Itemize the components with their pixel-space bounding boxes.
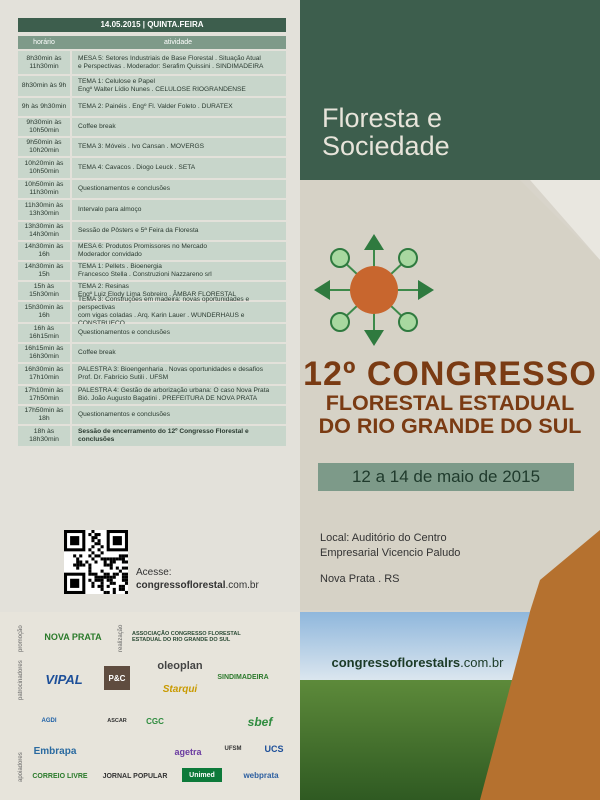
row-activity-line-1: TEMA 3: Construções em madeira: novas oportunidades e perspectivas	[78, 296, 250, 311]
congress-emblem	[314, 234, 434, 346]
schedule-row	[18, 262, 286, 280]
row-time: 9h50min às 10h20min	[18, 138, 70, 156]
label-patrocinadores: patrocinadores	[18, 660, 24, 700]
logo-nova-prata: NOVA PRATA	[44, 632, 102, 642]
row-time: 16h às 16h15min	[18, 324, 70, 342]
row-activity-line-2: Prof. Dr. Fabrício Sutili . UFSM	[78, 374, 169, 381]
schedule-row	[18, 158, 286, 178]
row-activity	[72, 406, 286, 424]
tagline-line-2: Sociedade	[322, 131, 450, 161]
row-activity-line-1: Questionamentos e conclusões	[78, 329, 171, 336]
access-link[interactable]	[136, 579, 259, 592]
row-activity-line-2: Engº Luiz Elody Lima Sobreiro . ÂMBAR FLORESTAL	[78, 291, 237, 298]
event-dates: 12 a 14 de maio de 2015	[318, 463, 574, 491]
tagline	[322, 104, 450, 160]
row-time: 14h30min às 15h	[18, 262, 70, 280]
logo-oleoplan: oleoplan	[157, 660, 203, 672]
sponsors-area	[0, 612, 300, 800]
venue-line-1: Local: Auditório do Centro	[320, 532, 447, 544]
schedule-row	[18, 242, 286, 260]
row-activity-line-1: TEMA 1: Celulose e Papel	[78, 78, 155, 85]
row-activity	[72, 364, 286, 384]
row-activity-line-1: TEMA 4: Cavacos . Diogo Leuck . SETA	[78, 164, 196, 171]
row-time: 17h50min às 18h	[18, 406, 70, 424]
schedule-row	[18, 364, 286, 384]
row-activity-line-1: TEMA 1: Pellets . Bioenergia	[78, 263, 162, 270]
row-activity-line-1: Coffee break	[78, 123, 116, 130]
schedule-row	[18, 118, 286, 136]
row-activity-line-1: PALESTRA 4: Gestão de arborização urbana: O caso Nova Prata	[78, 387, 270, 394]
row-activity-line-1: TEMA 2: Painéis . Engº Fl. Valder Foleto . DURATEX	[78, 103, 233, 110]
title-line-2: FLORESTAL ESTADUAL	[325, 391, 575, 415]
label-apoiadores: apoiadores	[18, 752, 24, 782]
venue-line-2: Empresarial Vicencio Paludo	[320, 547, 461, 559]
row-activity	[72, 426, 286, 446]
row-activity	[72, 344, 286, 362]
logo-ufsm: UFSM	[224, 746, 242, 752]
row-time: 10h20min às 10h50min	[18, 158, 70, 178]
logo-pc: P&C	[104, 666, 130, 690]
logo-agdi: AGDI	[41, 718, 57, 724]
city: Nova Prata . RS	[320, 573, 400, 585]
row-activity	[72, 262, 286, 280]
logo-correio-livre: CORREIO LIVRE	[32, 772, 88, 780]
row-activity	[72, 180, 286, 198]
row-activity-line-1: TEMA 2: Resinas	[78, 283, 129, 290]
row-time: 8h30min às 9h	[18, 76, 70, 96]
forest-photo	[300, 612, 600, 800]
access-site-rest: .com.br	[225, 580, 259, 591]
row-activity-line-1: Questionamentos e conclusões	[78, 185, 171, 192]
row-activity-line-1: TEMA 3: Móveis . Ivo Cansan . MOVERGS	[78, 143, 205, 150]
schedule-row	[18, 138, 286, 156]
logo-embrapa: Embrapa	[33, 745, 77, 757]
row-activity-line-1: PALESTRA 3: Bioengenharia . Novas oportunidades e desafios	[78, 366, 263, 373]
row-activity	[72, 118, 286, 136]
row-activity-line-2: e Perspectivas . Moderador: Serafim Quissini . SINDIMADEIRA	[78, 62, 264, 70]
label-promocao: promoção	[18, 625, 24, 652]
logo-agetra: agetra	[174, 747, 202, 757]
access-label: Acesse:	[136, 567, 172, 578]
row-activity-line-2: com vigas coladas . Arq. Karin Lauer . WUNDERHAUS e	[78, 312, 245, 319]
title-line-3: DO RIO GRANDE DO SUL	[318, 414, 582, 438]
row-activity-line-1: MESA 6: Produtos Promissores no Mercado	[78, 243, 207, 250]
row-activity	[72, 296, 286, 322]
logo-ascar: ASCAR	[107, 718, 127, 724]
row-activity-line-1: Coffee break	[78, 349, 116, 356]
schedule-row	[18, 296, 286, 322]
col-activity-header: atividade	[163, 39, 193, 46]
row-activity-line-2: Moderador convidado	[78, 251, 142, 258]
tagline-line-1: Floresta e	[322, 103, 443, 133]
row-activity	[72, 324, 286, 342]
row-time: 10h50min às 11h30min	[18, 180, 70, 198]
schedule-row	[18, 344, 286, 362]
qr-code[interactable]	[64, 530, 128, 594]
row-time: 14h30min às 16h	[18, 242, 70, 260]
venue	[320, 531, 460, 561]
row-activity-line-1: Sessão de Pôsters e 5ª Feira da Floresta	[78, 227, 199, 234]
row-activity	[72, 76, 286, 96]
schedule-rows	[18, 51, 286, 446]
forest-image	[300, 612, 600, 800]
title-line-1: 12º CONGRESSO	[303, 355, 597, 393]
row-activity	[72, 138, 286, 156]
row-time: 8h30min às 11h30min	[18, 51, 70, 74]
row-time: 11h30min às 13h30min	[18, 200, 70, 220]
date-header: 14.05.2015 | QUINTA.FEIRA	[18, 18, 286, 32]
schedule-row	[18, 406, 286, 424]
row-activity	[72, 98, 286, 116]
col-time-header: horário	[33, 39, 55, 46]
schedule-row	[18, 324, 286, 342]
row-activity-line-1: Questionamentos e conclusões	[78, 411, 171, 418]
row-activity-line-2: Engº Walter Lídio Nunes . CELULOSE RIOGRANDENSE	[78, 86, 246, 93]
row-time: 16h15min às 16h30min	[18, 344, 70, 362]
schedule-table	[18, 36, 286, 448]
row-activity	[72, 158, 286, 178]
event-website[interactable]	[300, 652, 535, 674]
row-time: 9h30min às 10h50min	[18, 118, 70, 136]
schedule-row	[18, 76, 286, 96]
row-activity-line-1: MESA 5: Setores Industriais de Base Florestal . Situação Atual	[78, 54, 261, 62]
row-activity-line-2: Bió. João Augusto Bagatini . PREFEITURA DE NOVA PRATA	[78, 395, 258, 402]
row-activity	[72, 51, 286, 74]
schedule-row	[18, 51, 286, 74]
logo-associacao: ASSOCIAÇÃO CONGRESSO FLORESTAL ESTADUAL DO RIO GRANDE DO SUL	[132, 631, 241, 643]
schedule-row	[18, 386, 286, 404]
row-activity	[72, 386, 286, 404]
row-time: 13h30min às 14h30min	[18, 222, 70, 240]
website-rest: .com.br	[460, 655, 504, 670]
row-activity-line-1: Intervalo para almoço	[78, 206, 142, 213]
row-activity-line-1: Sessão de encerramento do 12º Congresso Florestal e conclusões	[78, 428, 249, 443]
row-time: 9h às 9h30min	[18, 98, 70, 116]
access-site-bold: congressoflorestal	[136, 580, 226, 591]
schedule-row	[18, 426, 286, 446]
logo-vipal: VIPAL	[45, 671, 83, 687]
row-activity	[72, 242, 286, 260]
congress-title	[300, 356, 600, 438]
row-time: 17h10min às 17h50min	[18, 386, 70, 404]
row-activity	[72, 222, 286, 240]
logo-sbef: sbef	[247, 715, 273, 729]
logo-webprata: webprata	[243, 770, 279, 780]
logo-ucs: UCS	[264, 744, 284, 754]
schedule-row	[18, 222, 286, 240]
row-activity-line-2: Francesco Stella . Construzioni Nazzareno srl	[78, 271, 212, 278]
row-time: 15h às 15h30min	[18, 282, 70, 300]
logo-sindimadeira: SINDIMADEIRA	[217, 673, 269, 681]
logo-starqui: Starqui	[162, 683, 198, 695]
schedule-row	[18, 98, 286, 116]
access-text	[136, 566, 259, 592]
label-realizacao: realização	[118, 624, 124, 652]
row-activity	[72, 200, 286, 220]
logo-cgc: CGC	[146, 716, 164, 726]
logo-unimed: Unimed	[182, 768, 222, 782]
schedule-row	[18, 200, 286, 220]
logo-jornal-popular: JORNAL POPULAR	[102, 772, 168, 780]
row-time: 18h às 18h30min	[18, 426, 70, 446]
website-bold: congressoflorestalrs	[331, 655, 461, 670]
row-time: 15h30min às 16h	[18, 302, 70, 322]
schedule-header	[18, 36, 286, 49]
row-time: 16h30min às 17h10min	[18, 364, 70, 384]
schedule-row	[18, 180, 286, 198]
